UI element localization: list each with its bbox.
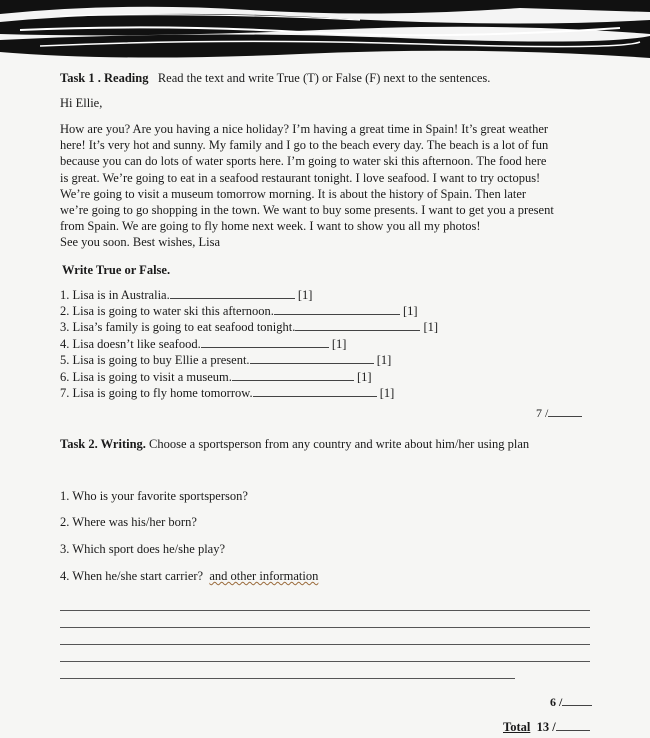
task1-instruction: Read the text and write True (T) or False (F) next to the sentences. — [157, 71, 491, 85]
letter-line: we’re going to go shopping in the town. We want to buy some presents. I want to get you a present — [60, 203, 554, 218]
letter-line: See you soon. Best wishes, Lisa — [60, 235, 221, 250]
tf-item-5 — [60, 352, 391, 368]
writing-line[interactable] — [60, 627, 590, 628]
task1-title: Task 1 . Reading — [60, 71, 149, 85]
task1-heading — [60, 70, 490, 86]
answer-blank[interactable] — [201, 337, 329, 348]
total-label: Total — [503, 720, 531, 734]
tf-item-6 — [60, 369, 372, 385]
letter-line: here! It’s very hot and sunny. My family and I go to the beach every day. The beach is a lot of fun — [60, 138, 549, 153]
tf-item-text: 5. Lisa is going to buy Ellie a present. — [60, 353, 250, 367]
letter-line: from Spain. We are going to fly home next week. I want to show you all my photos! — [60, 219, 481, 234]
task1-score — [536, 405, 582, 421]
writing-line[interactable] — [60, 610, 590, 611]
total-score — [503, 719, 590, 735]
tf-item-text: 6. Lisa is going to visit a museum. — [60, 370, 232, 384]
letter-body — [60, 121, 600, 251]
tf-item-text: 3. Lisa’s family is going to eat seafood tonight. — [60, 320, 296, 334]
letter-line: because you can do lots of water sports here. I’m going to water ski this afternoon. The food here — [60, 154, 547, 169]
answer-blank[interactable] — [274, 304, 400, 315]
tf-item-7 — [60, 385, 394, 401]
task2-title: Task 2. Writing. — [60, 437, 146, 451]
tf-item-2 — [60, 303, 418, 319]
letter-line: How are you? Are you having a nice holiday? I’m having a great time in Spain! It’s great weather — [60, 122, 549, 136]
answer-blank[interactable] — [250, 353, 374, 364]
mark: [1] — [423, 320, 439, 334]
other-information-text: and other information — [209, 569, 319, 583]
task2-instruction: Choose a sportsperson from any country and write about him/her using plan — [149, 437, 530, 451]
letter-line: is great. We’re going to eat in a seafood restaurant tonight. I love seafood. I want to try octopus! — [60, 170, 541, 185]
letter-greeting: Hi Ellie, — [60, 96, 103, 110]
question-4 — [60, 568, 318, 584]
score-blank[interactable] — [562, 695, 592, 706]
question-2: 2. Where was his/her born? — [60, 515, 197, 529]
mark: [1] — [297, 288, 313, 302]
mark: [1] — [357, 370, 372, 384]
score-label: 7 / — [536, 406, 549, 420]
mark: [1] — [376, 353, 392, 367]
question-3: 3. Which sport does he/she play? — [60, 542, 226, 556]
tf-item-1 — [60, 287, 312, 303]
letter-line: We’re going to visit a museum tomorrow morning. It is about the history of Spain. Then later — [60, 186, 527, 201]
answer-blank[interactable] — [295, 320, 420, 331]
tf-item-text: 4. Lisa doesn’t like seafood. — [60, 337, 201, 351]
tf-item-3 — [60, 319, 438, 335]
score-blank[interactable] — [548, 406, 582, 417]
question-1: 1. Who is your favorite sportsperson? — [60, 489, 248, 503]
tf-item-4 — [60, 336, 346, 352]
mark: [1] — [402, 304, 418, 318]
writing-line[interactable] — [60, 678, 515, 679]
mark: [1] — [331, 337, 347, 351]
writing-line[interactable] — [60, 644, 590, 645]
total-score-value: 13 / — [536, 720, 556, 734]
scribbled-header — [0, 0, 650, 62]
writing-line[interactable] — [60, 661, 590, 662]
question-4-text: 4. When he/she start carrier? — [60, 569, 204, 583]
answer-blank[interactable] — [170, 288, 295, 299]
answer-blank[interactable] — [232, 370, 354, 381]
tf-item-text: 7. Lisa is going to fly home tomorrow. — [60, 386, 253, 400]
tf-item-text: 2. Lisa is going to water ski this afternoon. — [60, 304, 274, 318]
task2-heading — [60, 436, 529, 452]
score-label: 6 / — [550, 695, 563, 709]
mark: [1] — [379, 386, 395, 400]
answer-blank[interactable] — [253, 386, 377, 397]
task2-score — [550, 694, 592, 710]
total-blank[interactable] — [556, 720, 590, 731]
tf-heading: Write True or False. — [62, 263, 171, 277]
tf-item-text: 1. Lisa is in Australia. — [60, 288, 170, 302]
